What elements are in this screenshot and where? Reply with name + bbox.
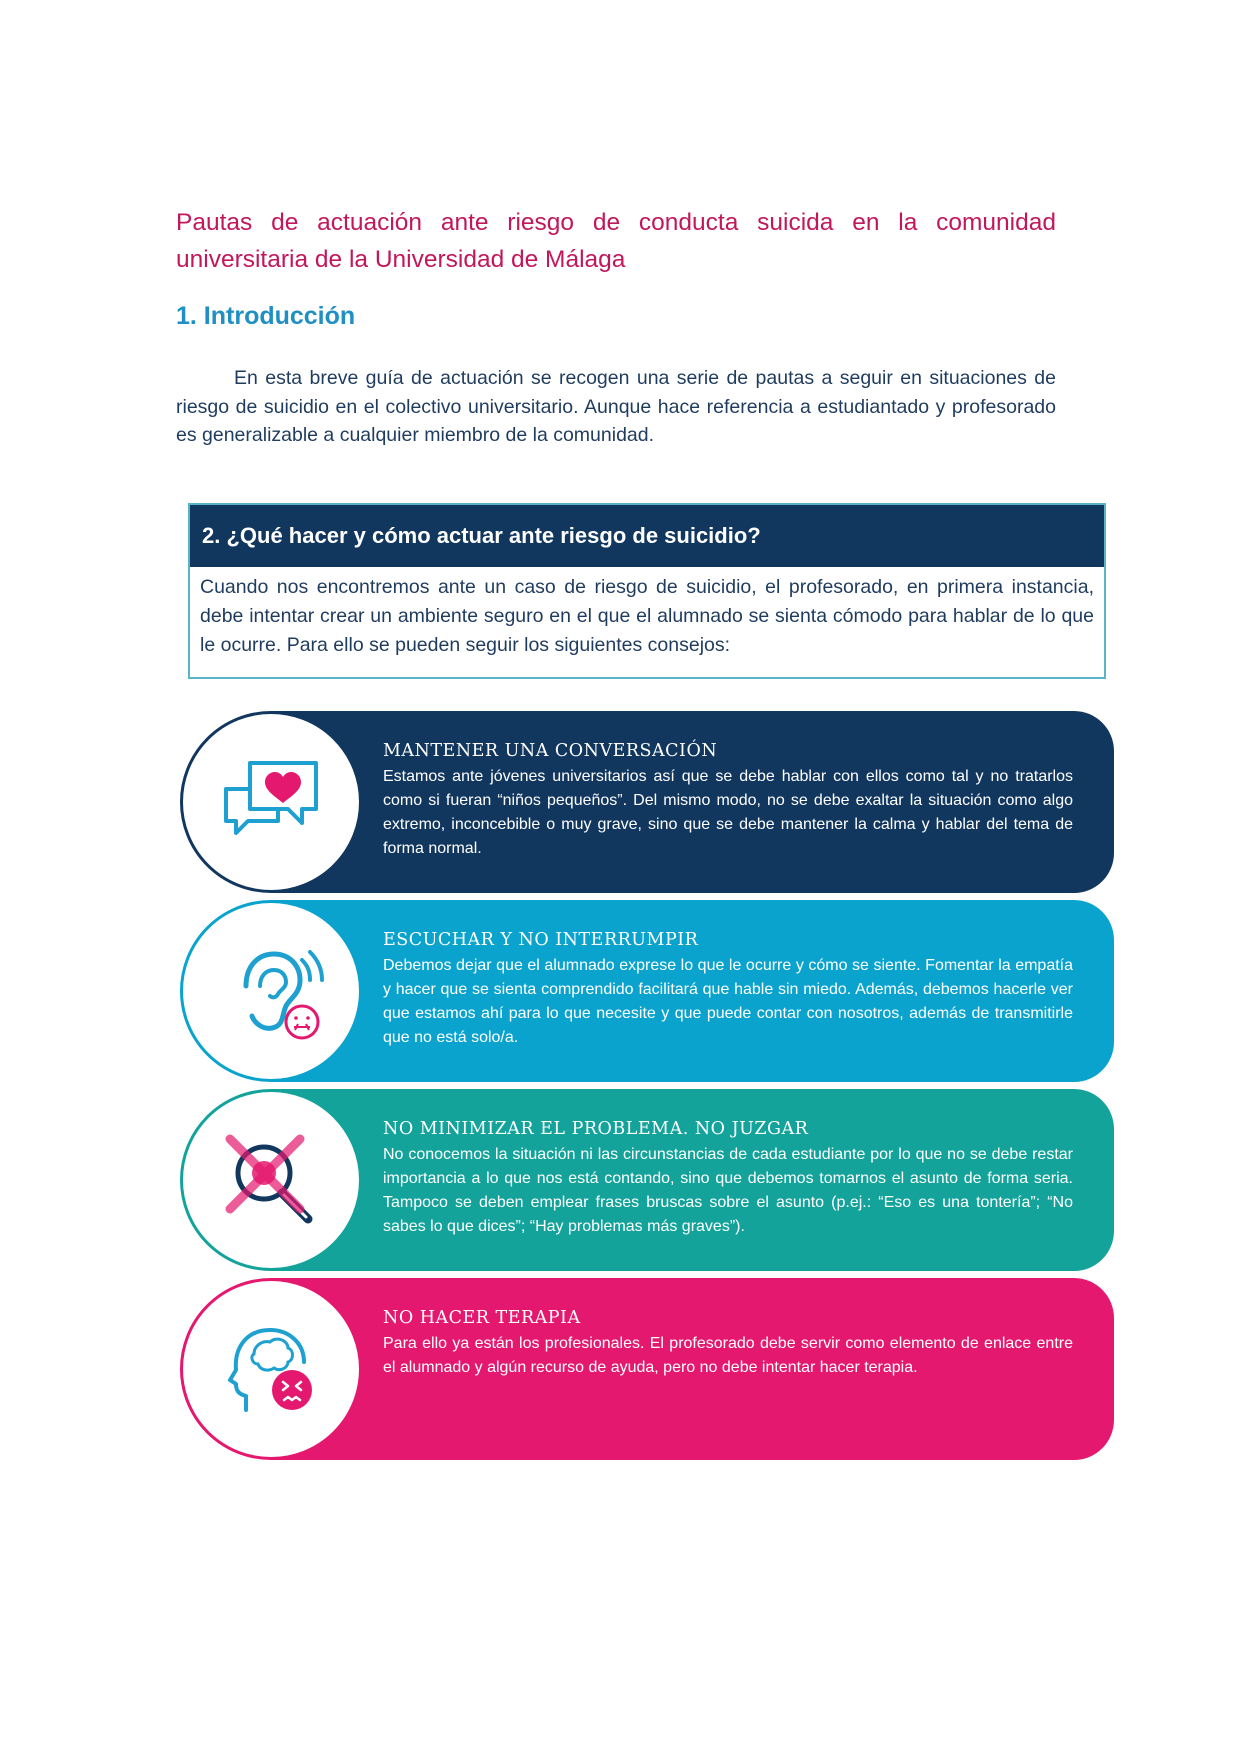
tip-band [271, 711, 1114, 893]
section-2-box [188, 503, 1106, 679]
tip-body: Para ello ya están los profesionales. El profesorado debe servir como elemento de enlace entre el alumnado y algún recurso de ayuda, pero no debe intentar hacer terapia. [383, 1335, 1073, 1376]
tip-band [271, 1278, 1114, 1460]
page-title: Pautas de actuación ante riesgo de conducta suicida en la comunidad universitaria de la Universidad de Málaga [176, 209, 1056, 273]
tip-title: ESCUCHAR Y NO INTERRUMPIR [383, 930, 699, 950]
chat-heart-icon [216, 747, 326, 857]
section-2-paragraph: Cuando nos encontremos ante un caso de riesgo de suicidio, el profesorado, en primera instancia, debe intentar crear un ambiente seguro en el que el alumnado se sienta cómodo para hablar de lo que le ocurre. Para ello se pueden seguir los siguientes consejos: [200, 576, 1094, 656]
tip-band [271, 1089, 1114, 1271]
intro-paragraph: En esta breve guía de actuación se recogen una serie de pautas a seguir en situaciones de riesgo de suicidio en el colectivo universitario. Aunque hace referencia a estudiantado y profesorado es generalizable a cualquier miembro de la comunidad. [176, 367, 1056, 446]
tip-title: MANTENER UNA CONVERSACIÓN [383, 741, 718, 761]
tip-body: Debemos dejar que el alumnado exprese lo que le ocurre y cómo se siente. Fomentar la empatía y hacer que se sienta comprendido facilitará que hable sin miedo. Además, debemos hacerle ver que estamos ahí para lo que necesite y que puede contar con nosotros, además de transmitirle que no está solo/a. [383, 957, 1073, 1046]
crossed-magnifier-icon [216, 1125, 326, 1235]
section-2-heading: 2. ¿Qué hacer y cómo actuar ante riesgo de suicidio? [190, 505, 1104, 567]
tip-body: No conocemos la situación ni las circunstancias de cada estudiante por lo que no se debe restar importancia a lo que nos está contando, sino que debemos tomarnos el asunto de forma seria. Tampoco se deben emplear frases bruscas sobre el asunto (p.ej.: “Eso es una tontería”; “No sabes lo que dices”; “Hay problemas más graves”). [383, 1146, 1073, 1235]
tip-band [271, 900, 1114, 1082]
tip-card-listen [180, 900, 1114, 1082]
tip-card-no-therapy [180, 1278, 1114, 1460]
ear-icon [216, 936, 326, 1046]
tip-card-conversation [180, 711, 1114, 893]
tip-icon-circle [180, 1278, 362, 1460]
tip-icon-circle [180, 1089, 362, 1271]
tip-title: NO HACER TERAPIA [383, 1308, 581, 1328]
tip-icon-circle [180, 711, 362, 893]
tip-body: Estamos ante jóvenes universitarios así que se debe hablar con ellos como tal y no tratarlos como si fueran “niños pequeños”. Del mismo modo, no se debe exaltar la situación como algo extremo, inconcebible o muy grave, sino que se debe mantener la calma y hablar del tema de forma normal. [383, 768, 1073, 857]
tip-title: NO MINIMIZAR EL PROBLEMA. NO JUZGAR [383, 1119, 809, 1139]
section-heading-introduccion: 1. Introducción [176, 302, 356, 330]
tip-card-no-minimize [180, 1089, 1114, 1271]
head-brain-icon [216, 1314, 326, 1424]
tip-icon-circle [180, 900, 362, 1082]
